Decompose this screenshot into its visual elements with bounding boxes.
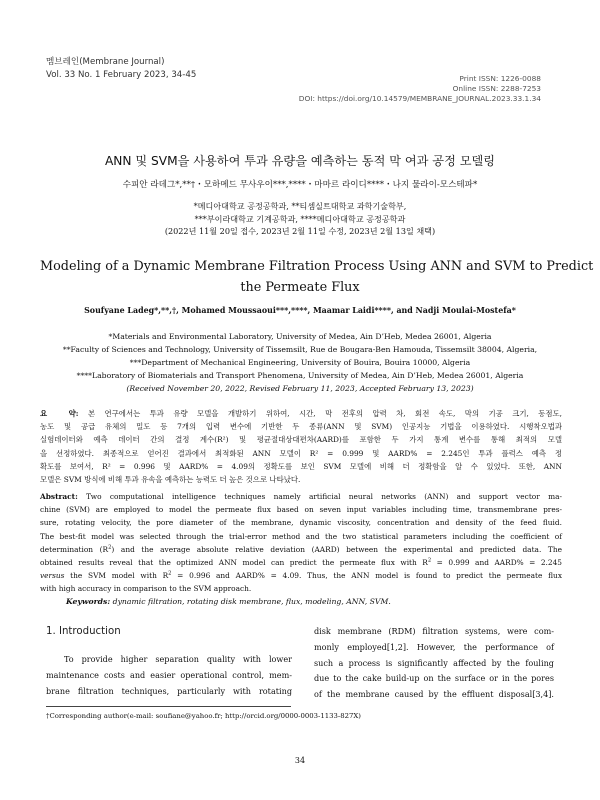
english-dates: (Received November 20, 2022, Revised February 11, 2023, Accepted February 13, 2023) xyxy=(126,384,474,393)
korean-affiliations xyxy=(40,200,560,238)
english-abstract xyxy=(40,490,562,596)
english-abstract-line: = 0.999 and AARD% = 2.245 xyxy=(431,558,563,568)
english-title-line-2: the Permeate Flux xyxy=(240,280,360,295)
intro-line: monly employed[1,2]. However, the performance of xyxy=(314,641,554,652)
english-abstract-line: Two computational intelligence techniques namely artificial neural networks (ANN) and support vector ma- xyxy=(86,492,563,501)
english-authors: Soufyane Ladeg*,**,†, Mohamed Moussaoui***,****, Maamar Laidi****, and Nadji Moulai-Mostefa* xyxy=(84,306,516,315)
korean-abstract-line: 실험데이터와 예측 데이터 간의 결정 계수(R²) 및 평균절대상대편차(AARD)를 포함한 두 가지 통계 변수를 통해 최적의 모델 xyxy=(40,435,562,445)
korean-abstract-line: 농도 및 공급 유체의 밀도 등 7개의 입력 변수에 기반한 두 종류(ANN 및 SVM) 인공지능 기법을 이용하였다. 시행착오법과 xyxy=(40,422,562,432)
superscript: 2 xyxy=(168,570,172,577)
intro-line: due to the cake build-up on the surface or in the pores xyxy=(314,673,554,684)
english-abstract-line: with high accuracy in comparison to the SVM approach. xyxy=(40,584,252,594)
korean-abstract-line: 모델은 SVM 방식에 비해 투과 유속을 예측하는 능력도 더 높은 것으로 나타났다. xyxy=(40,475,301,485)
superscript: 2 xyxy=(108,544,112,551)
english-affiliations xyxy=(40,330,560,395)
doi-link[interactable]: DOI: https://doi.org/10.14579/MEMBRANE_JOURNAL.2023.33.1.34 xyxy=(298,94,541,103)
korean-abstract-line: 본 연구에서는 투과 유량 모델을 개발하기 위하여, 시간, 막 전후의 압력 차, 회전 속도, 막의 기공 크기, 동점도, xyxy=(87,409,563,418)
english-aff-3: ***Department of Mechanical Engineering, University of Bouira, Bouira 10000, Algeria xyxy=(129,358,471,367)
keywords xyxy=(66,597,391,606)
english-abstract-line: ) and the average absolute relative deviation (AARD) between the experimental and predicted data. The xyxy=(111,544,562,554)
english-abstract-line: chine (SVM) are employed to model the permeate flux based on seven input variables including time, transmembrane pres- xyxy=(40,505,562,515)
korean-abstract-line: 확도를 보여서, R² = 0.996 및 AARD% = 4.09의 정확도를 보인 SVM 모델에 비해 더 정확함을 알 수 있었다. 또한, ANN xyxy=(40,461,562,471)
intro-line: of the membrane caused by the effluent disposal[3,4]. xyxy=(314,689,554,700)
korean-aff-2: ***부이라대학교 기계공학과, ****메디아대학교 공정공학과 xyxy=(194,213,406,224)
korean-abstract xyxy=(40,407,562,486)
keywords-text: dynamic filtration, rotating disk membrane, flux, modeling, ANN, SVM. xyxy=(112,597,391,606)
english-aff-1: *Materials and Environmental Laboratory, University of Medea, Ain D’Heb, Medea 26001, Algeria xyxy=(108,332,492,341)
english-abstract-line: The best-fit model was selected through the trial-error method and the two statistical parameters including the coefficient of xyxy=(40,531,562,541)
english-abstract-label: Abstract: xyxy=(40,492,78,501)
intro-line: maintenance costs and easier operational control, mem- xyxy=(46,669,292,680)
korean-abstract-line: 을 선정하였다. 최종적으로 얻어진 결과에서 최적화된 ANN 모델이 R² = 0.999 및 AARD% = 2.245인 투과 플럭스 예측 정 xyxy=(40,448,562,458)
korean-title: ANN 및 SVM을 사용하여 투과 유량을 예측하는 동적 막 여과 공정 모델링 xyxy=(104,154,496,168)
section-heading-introduction: 1. Introduction xyxy=(46,626,121,637)
intro-line: disk membrane (RDM) filtration systems, were com- xyxy=(314,626,554,636)
issn-block xyxy=(299,74,541,104)
journal-header xyxy=(46,56,196,82)
journal-name: 멤브레인(Membrane Journal) xyxy=(46,57,165,67)
intro-line: brane filtration techniques, particularly with rotating xyxy=(46,685,292,696)
page-number: 34 xyxy=(294,756,306,765)
intro-line: To provide higher separation quality with lower xyxy=(64,654,292,664)
english-abstract-line: obtained results reveal that the optimized ANN model can predict the permeate flux with R xyxy=(40,558,428,568)
footnote-divider xyxy=(46,706,291,707)
english-aff-2: **Faculty of Sciences and Technology, University of Tissemsilt, Rue de Bougara-Ben Hamouda, Tissemsilt 38004, Algeria, xyxy=(62,345,538,354)
superscript: 2 xyxy=(427,557,432,564)
english-title-line-1: Modeling of a Dynamic Membrane Filtration Process Using ANN and SVM to Predict xyxy=(40,259,594,274)
english-abstract-line: the SVM model with R xyxy=(64,571,169,581)
english-abstract-line: = 0.996 and AARD% = 4.09. Thus, the ANN model is found to predict the permeate flux xyxy=(171,571,562,581)
korean-abstract-label: 요 약: xyxy=(40,409,79,418)
intro-right-column xyxy=(314,624,554,703)
print-issn: Print ISSN: 1226-0088 xyxy=(459,74,541,83)
footnote-corresponding-author: †Corresponding author(e-mail: soufiane@yahoo.fr; http://orcid.org/0000-0003-1133-827X) xyxy=(46,712,361,720)
volume-line: Vol. 33 No. 1 February 2023, 34-45 xyxy=(46,70,197,80)
english-title xyxy=(40,256,594,298)
korean-aff-1: *메디아대학교 공정공학과, **티셈실트대학교 과학기술학부, xyxy=(193,201,407,211)
korean-authors: 수피안 라데그*,**†・모하메드 무사우이***,****・마마르 라이디****・나지 물라이-모스테파* xyxy=(122,180,478,190)
english-abstract-line: sure, rotating velocity, the pore diameter of the membrane, dynamic viscosity, concentration and density of the feed fluid. xyxy=(40,518,562,528)
english-abstract-line: determination (R xyxy=(40,544,109,554)
intro-line: such a process is significantly affected by the fouling xyxy=(314,657,554,668)
intro-left-column xyxy=(46,652,292,699)
english-abstract-line: versus xyxy=(40,571,65,581)
english-aff-4: ****Laboratory of Biomaterials and Transport Phenomena, University of Medea, Ain D’Heb, Medea 26001, Algeria xyxy=(76,371,524,380)
online-issn: Online ISSN: 2288-7253 xyxy=(452,84,541,93)
keywords-label: Keywords: xyxy=(66,597,111,606)
korean-dates: (2022년 11월 20일 접수, 2023년 2월 11일 수정, 2023년 2월 13일 채택) xyxy=(164,226,436,237)
